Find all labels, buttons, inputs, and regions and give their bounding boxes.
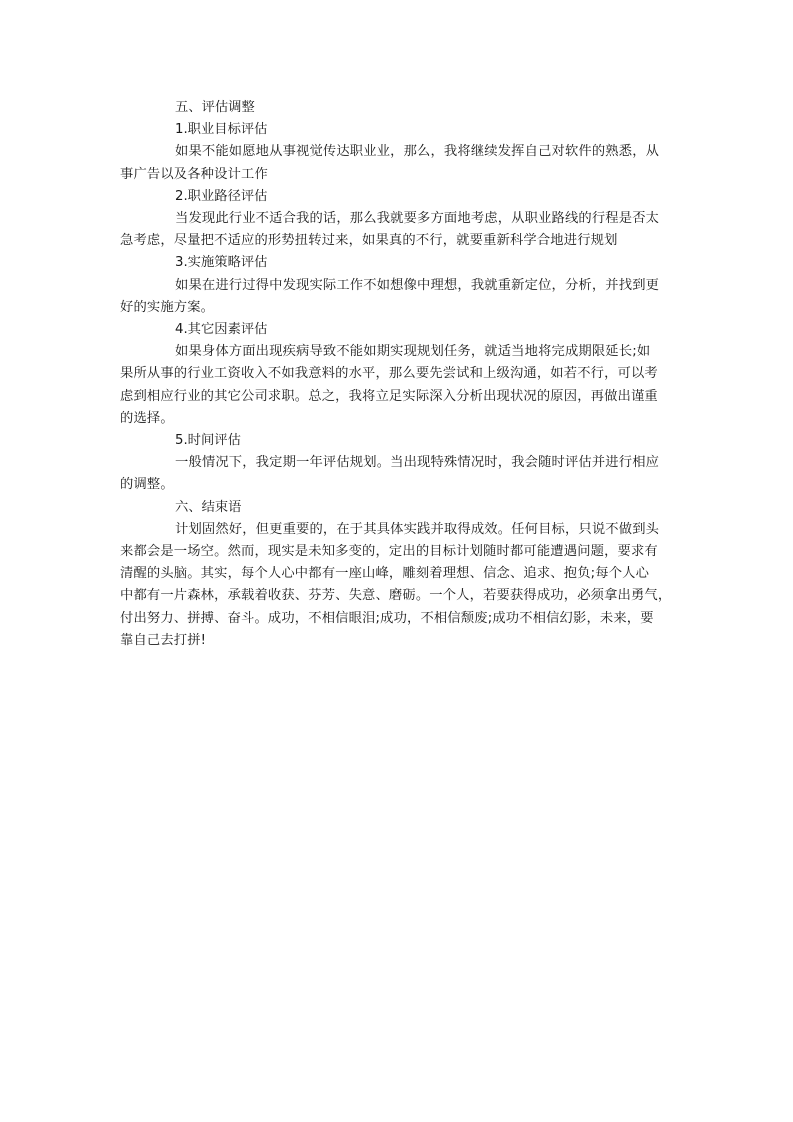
paragraph-line: 好的实施方案。 [120, 299, 215, 315]
subsection-heading-time: 5.时间评估 [175, 433, 241, 449]
paragraph-line: 付出努力、拼搏、奋斗。成功，不相信眼泪;成功，不相信颓废;成功不相信幻影，未来，要 [120, 610, 654, 626]
paragraph-line: 一般情况下，我定期一年评估规划。当出现特殊情况时，我会随时评估并进行相应 [175, 455, 660, 471]
paragraph-line: 急考虑，尽量把不适应的形势扭转过来，如果真的不行，就要重新科学合地进行规划 [120, 233, 618, 249]
paragraph-line: 的调整。 [120, 477, 174, 493]
subsection-heading-career-path: 2.职业路径评估 [175, 188, 268, 204]
subsection-heading-other-factors: 4.其它因素评估 [175, 322, 268, 338]
paragraph-line: 清醒的头脑。其实，每个人心中都有一座山峰，雕刻着理想、信念、追求、抱负;每个人心 [120, 566, 650, 582]
paragraph-line: 事广告以及各种设计工作 [120, 166, 268, 182]
subsection-heading-career-goal: 1.职业目标评估 [175, 122, 268, 138]
section-heading-conclusion: 六、结束语 [175, 499, 242, 515]
paragraph-line: 计划固然好，但更重要的，在于其具体实践并取得成效。任何目标，只说不做到头 [175, 521, 660, 537]
paragraph-line: 如果身体方面出现疾病导致不能如期实现规划任务，就适当地将完成期限延长;如 [175, 344, 651, 360]
paragraph-line: 虑到相应行业的其它公司求职。总之，我将立足实际深入分析出现状况的原因，再做出谨重 [120, 388, 658, 404]
document-body [120, 97, 676, 652]
subsection-heading-strategy: 3.实施策略评估 [175, 255, 268, 271]
paragraph-line: 如果不能如愿地从事视觉传达职业业，那么，我将继续发挥自己对软件的熟悉，从 [175, 144, 660, 160]
section-heading-evaluation: 五、评估调整 [175, 100, 255, 115]
paragraph-line: 中都有一片森林，承载着收获、芬芳、失意、磨砺。一个人，若要获得成功，必须拿出勇气， [120, 588, 672, 604]
paragraph-line: 的选择。 [120, 410, 174, 426]
paragraph-line: 当发现此行业不适合我的话，那么我就要多方面地考虑，从职业路线的行程是否太 [175, 211, 660, 227]
paragraph-line: 如果在进行过得中发现实际工作不如想像中理想，我就重新定位，分析，并找到更 [175, 277, 660, 293]
paragraph-line: 靠自己去打拼! [120, 632, 207, 648]
paragraph-line: 果所从事的行业工资收入不如我意料的水平，那么要先尝试和上级沟通，如若不行，可以考 [120, 366, 658, 382]
paragraph-line: 来都会是一场空。然而，现实是未知多变的，定出的目标计划随时都可能遭遇问题，要求有 [120, 544, 658, 560]
